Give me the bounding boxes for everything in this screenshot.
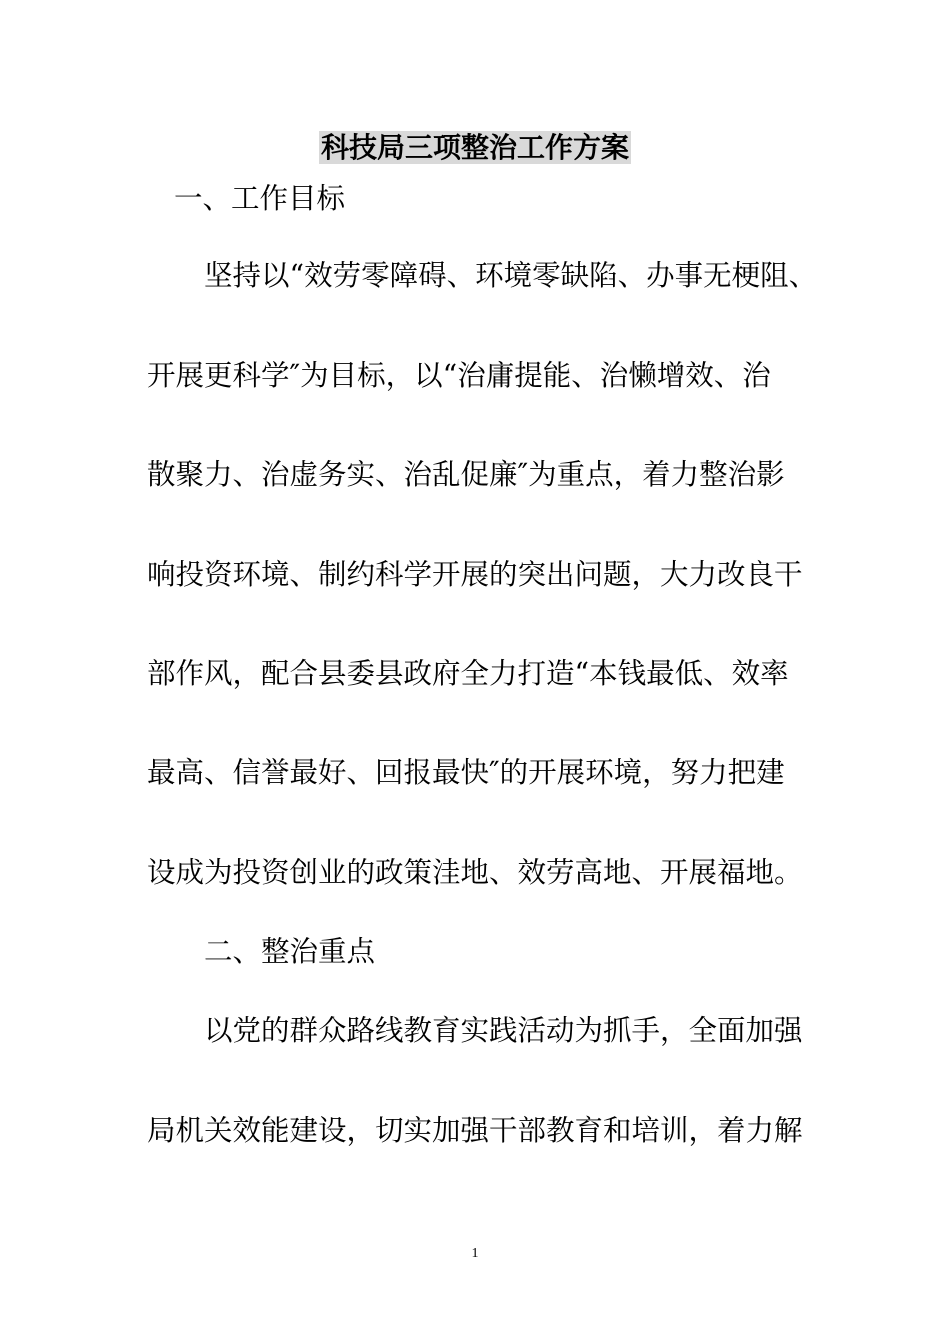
paragraph-line: 开展更科学″为目标，以“治庸提能、治懒增效、治 <box>147 359 771 392</box>
paragraph-line: 以党的群众路线教育实践活动为抓手，全面加强 <box>204 1014 803 1047</box>
page-number: 1 <box>471 1246 479 1261</box>
paragraph-line: 最高、信誉最好、回报最快″的开展环境，努力把建 <box>147 756 785 789</box>
paragraph-line: 设成为投资创业的政策洼地、效劳高地、开展福地。 <box>147 856 803 889</box>
document-title <box>0 128 950 168</box>
document-title-text: 科技局三项整治工作方案 <box>320 131 629 164</box>
paragraph-line: 坚持以“效劳零障碍、环境零缺陷、办事无梗阻、 <box>204 259 818 292</box>
paragraph-line: 响投资环境、制约科学开展的突出问题，大力改良干 <box>147 558 803 591</box>
section-heading-2: 二、整治重点 <box>204 935 376 968</box>
paragraph-line: 散聚力、治虚务实、治乱促廉″为重点，着力整治影 <box>147 458 785 491</box>
paragraph-line: 局机关效能建设，切实加强干部教育和培训，着力解 <box>147 1114 803 1147</box>
section-heading-1: 一、工作目标 <box>174 182 346 215</box>
paragraph-line: 部作风，配合县委县政府全力打造“本钱最低、效率 <box>147 657 789 690</box>
